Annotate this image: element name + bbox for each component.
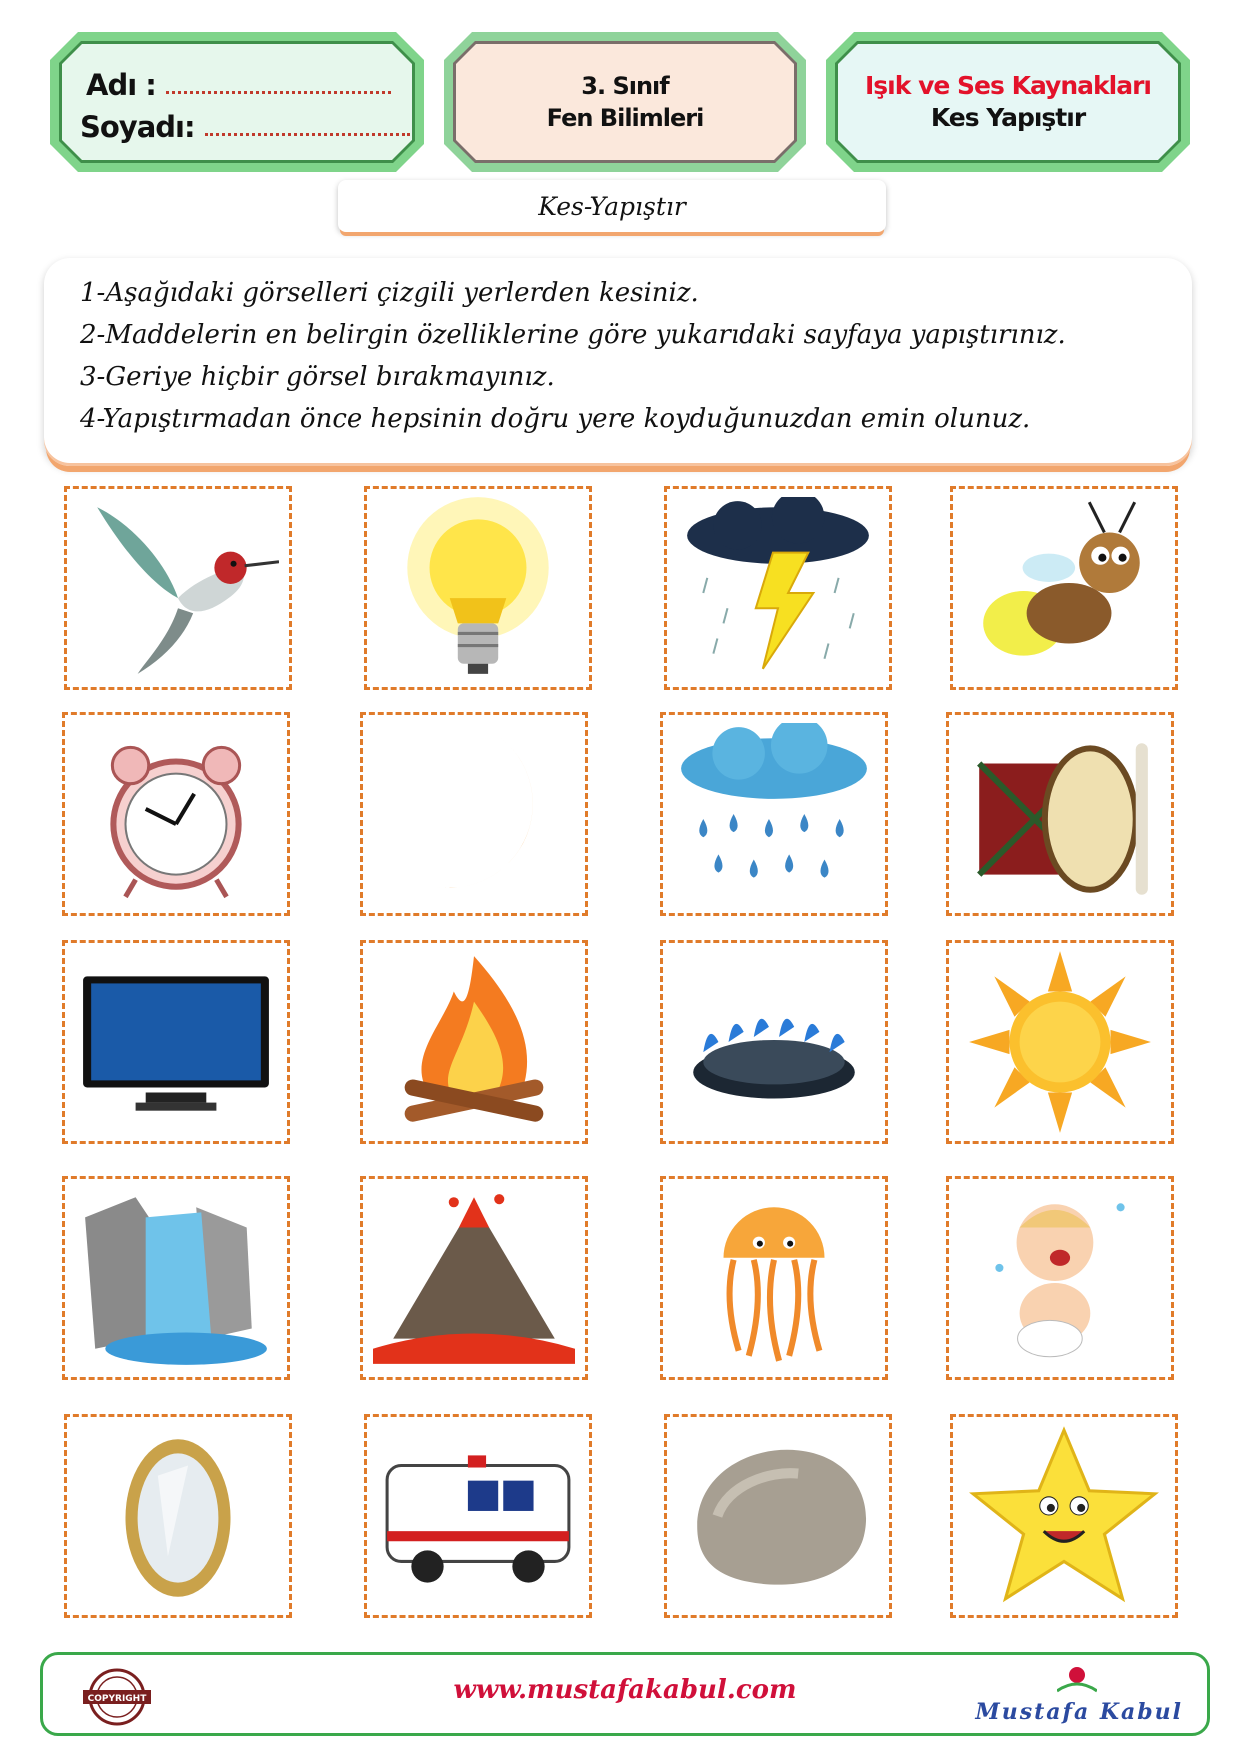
cut-card-light-bulb[interactable] <box>364 486 592 690</box>
drum-icon <box>959 723 1161 905</box>
waterfall-icon <box>75 1187 277 1369</box>
instruction-3: 3-Geriye hiçbir görsel bırakmayınız. <box>80 362 555 392</box>
flower-logo-icon <box>1057 1661 1097 1695</box>
section-title: Kes-Yapıştır <box>338 180 886 232</box>
star-icon <box>963 1425 1165 1607</box>
topic-subtitle: Kes Yapıştır <box>930 103 1086 132</box>
cut-card-sun[interactable] <box>946 940 1174 1144</box>
brand-name: Mustafa Kabul <box>975 1699 1183 1725</box>
campfire-icon <box>373 951 575 1133</box>
jellyfish-icon <box>673 1187 875 1369</box>
cut-card-gas-stove[interactable] <box>660 940 888 1144</box>
crying-baby-icon <box>959 1187 1161 1369</box>
cut-card-campfire[interactable] <box>360 940 588 1144</box>
cut-card-stone[interactable] <box>664 1414 892 1618</box>
cut-card-jellyfish[interactable] <box>660 1176 888 1380</box>
instructions-panel <box>44 258 1192 466</box>
stone-icon <box>677 1425 879 1607</box>
cut-card-crescent-moon[interactable] <box>360 712 588 916</box>
thunderstorm-icon <box>677 497 879 679</box>
cut-card-drum[interactable] <box>946 712 1174 916</box>
surname-field[interactable] <box>205 133 410 136</box>
cut-card-crying-baby[interactable] <box>946 1176 1174 1380</box>
topic-info-box <box>826 32 1190 172</box>
cut-card-ambulance[interactable] <box>364 1414 592 1618</box>
firefly-icon <box>963 497 1165 679</box>
cut-card-waterfall[interactable] <box>62 1176 290 1380</box>
cut-card-volcano[interactable] <box>360 1176 588 1380</box>
sun-icon <box>959 951 1161 1133</box>
rain-cloud-icon <box>673 723 875 905</box>
website-link[interactable]: www.mustafakabul.com <box>453 1675 797 1705</box>
class-label: 3. Sınıf <box>581 72 669 100</box>
student-info-box <box>50 32 424 172</box>
cut-card-firefly[interactable] <box>950 486 1178 690</box>
mirror-icon <box>77 1425 279 1607</box>
instruction-1: 1-Aşağıdaki görselleri çizgili yerlerden kesiniz. <box>80 278 699 308</box>
ambulance-icon <box>377 1425 579 1607</box>
cut-card-thunderstorm[interactable] <box>664 486 892 690</box>
topic-title: Işık ve Ses Kaynakları <box>865 71 1151 100</box>
name-field[interactable] <box>166 91 391 94</box>
class-info-box <box>444 32 806 172</box>
crescent-moon-icon <box>373 723 575 905</box>
cut-card-mirror[interactable] <box>64 1414 292 1618</box>
name-label: Adı : <box>86 68 156 102</box>
gas-stove-flame-icon <box>673 951 875 1133</box>
cut-card-star[interactable] <box>950 1414 1178 1618</box>
volcano-icon <box>373 1187 575 1369</box>
hummingbird-icon <box>77 497 279 679</box>
cut-card-rain-cloud[interactable] <box>660 712 888 916</box>
television-icon <box>75 951 277 1133</box>
copyright-text: COPYRIGHT <box>87 1694 147 1704</box>
footer <box>40 1652 1210 1736</box>
instruction-2: 2-Maddelerin en belirgin özelliklerine göre yukarıdaki sayfaya yapıştırınız. <box>80 320 1066 350</box>
surname-label: Soyadı: <box>80 110 195 144</box>
cut-card-hummingbird[interactable] <box>64 486 292 690</box>
cut-card-television[interactable] <box>62 940 290 1144</box>
alarm-clock-icon <box>75 723 277 905</box>
instruction-4: 4-Yapıştırmadan önce hepsinin doğru yere koyduğunuzdan emin olunuz. <box>80 404 1031 434</box>
cut-card-alarm-clock[interactable] <box>62 712 290 916</box>
light-bulb-icon <box>377 497 579 679</box>
subject-label: Fen Bilimleri <box>546 104 704 132</box>
